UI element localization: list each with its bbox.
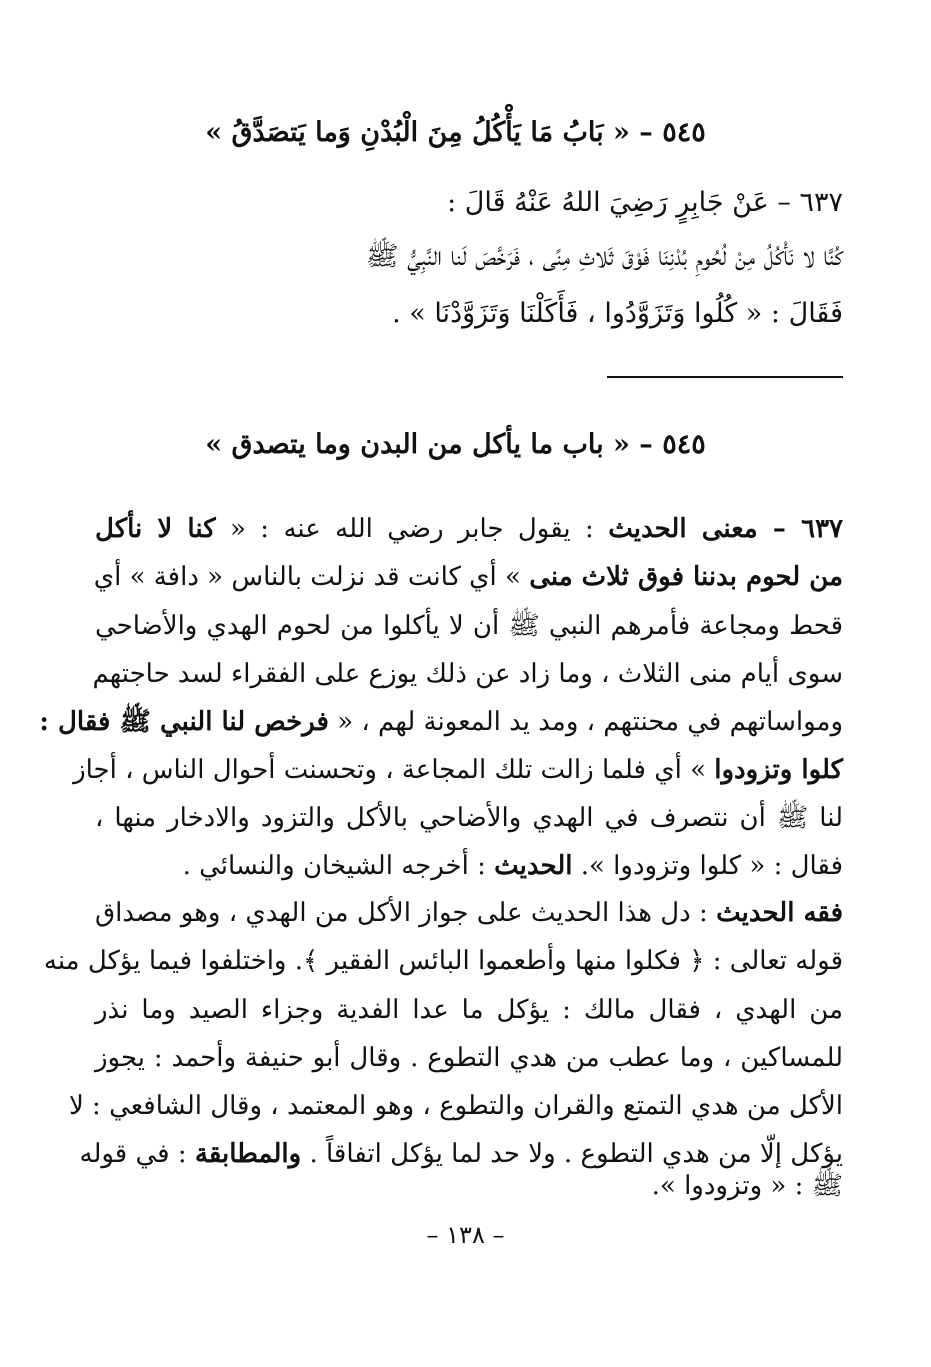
hadith-line-3: فَقَالَ : « كُلُوا وَتَزَوَّدُوا ، فَأَكَلْنَا وَتَزَوَّدْنَا » . <box>392 298 843 329</box>
commentary-line-7: لنا ﷺ أن نتصرف في الهدي والأضاحي بالأكل والتزود والادخار منها ، <box>95 803 843 833</box>
fiqh-label: فقه الحديث <box>716 898 844 928</box>
correspondence-label: والمطابقة <box>194 1139 302 1169</box>
fiqh-line-5: الأكل من هدي التمتع والقران والتطوع ، وهو المعتمد ، وقال الشافعي : لا <box>68 1091 843 1121</box>
fiqh-text-run: يؤكل إلّا من هدي التطوع . ولا حد لما يؤكل اتفاقاً . <box>301 1139 843 1169</box>
quoted-text-bold: من لحوم بدننا فوق ثلاث منى <box>529 562 843 592</box>
fiqh-line-7: ﷺ : « وتزودوا ». <box>651 1171 843 1201</box>
quoted-text-bold: كنا لا نأكل <box>95 514 216 544</box>
fiqh-line-4: للمساكين ، وما عطب من هدي التطوع . وقال أبو حنيفة وأحمد : يجوز <box>95 1043 843 1073</box>
page-number: – ١٣٨ – <box>426 1221 505 1249</box>
fiqh-text-run: : في قوله <box>79 1139 195 1169</box>
fiqh-line-1 <box>95 893 843 933</box>
hadith-line-2: كُنَّا لا نَأْكُلُ مِنْ لُحُومِ بُدْنِنَا فَوْقَ ثَلاثِ مِنًى ، فَرَخَّصَ لَنا النَّبِيُّ ﷺ <box>365 241 843 272</box>
quoted-text-bold: فرخص لنا النبي ﷺ فقال : <box>39 707 329 737</box>
chapter-heading-hadith: ٥٤٥ – « بَابُ مَا يَأْكُلُ مِنَ الْبُدْنِ وَما يَتصَدَّقُ » <box>205 117 706 148</box>
commentary-line-3: قحط ومجاعة فأمرهم النبي ﷺ أن لا يأكلوا من لحوم الهدي والأضاحي <box>95 611 843 641</box>
commentary-line-1 <box>95 509 843 549</box>
quoted-text-bold: كلوا وتزودوا <box>714 755 843 785</box>
commentary-line-2 <box>95 557 843 597</box>
commentary-text-run: : يقول جابر رضي الله عنه : « <box>215 514 609 544</box>
commentary-text-run: فقال : « كلوا وتزودوا ». <box>572 851 843 881</box>
commentary-text-run: ومواساتهم في محنتهم ، ومد يد المعونة لهم ، « <box>328 707 843 737</box>
commentary-line-5 <box>39 702 843 742</box>
section-divider <box>607 376 843 378</box>
commentary-line-6 <box>73 750 843 790</box>
fiqh-line-2: قوله تعالى : ﴿ فكلوا منها وأطعموا البائس الفقير ﴾. واختلفوا فيما يؤكل منه <box>43 946 843 976</box>
commentary-text-run: : أخرجه الشيخان والنسائي . <box>182 851 495 881</box>
fiqh-line-3: من الهدي ، فقال مالك : يؤكل ما عدا الفدية وجزاء الصيد وما نذر <box>95 995 843 1025</box>
commentary-line-8 <box>95 846 843 886</box>
source-label: الحديث <box>494 851 573 881</box>
fiqh-text-run: : دل هذا الحديث على جواز الأكل من الهدي ، وهو مصداق <box>95 898 717 928</box>
chapter-heading-commentary: ٥٤٥ – « باب ما يأكل من البدن وما يتصدق » <box>205 429 706 460</box>
commentary-text-run: » أي فلما زالت تلك المجاعة ، وتحسنت أحوال الناس ، أجاز <box>73 755 715 785</box>
commentary-text-run: » أي كانت قد نزلت بالناس « دافة » أي <box>93 562 530 592</box>
commentary-line-4: سوى أيام منى الثلاث ، وما زاد عن ذلك يوزع على الفقراء لسد حاجتهم <box>92 659 843 689</box>
hadith-line-1: ٦٣٧ – عَنْ جَابِرٍ رَضِيَ اللهُ عَنْهُ قَالَ : <box>447 187 843 218</box>
hadith-number-label: ٦٣٧ – معنى الحديث <box>608 514 844 544</box>
